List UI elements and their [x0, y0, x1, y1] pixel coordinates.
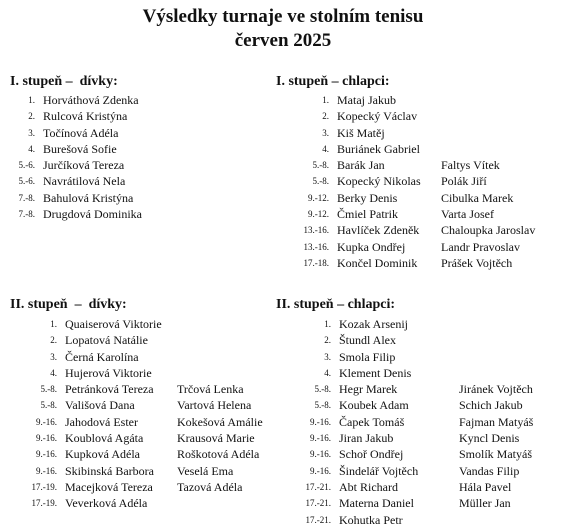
- player-name: Černá Karolína: [65, 349, 139, 364]
- rank-label: 9.-16.: [36, 449, 57, 460]
- rank-label: 2.: [50, 335, 57, 346]
- rank-label: 2.: [322, 111, 329, 122]
- player-name: Prášek Vojtěch: [441, 255, 513, 270]
- player-name: Drugdová Dominika: [43, 207, 142, 222]
- rank-label: 17.-21.: [305, 481, 331, 492]
- player-name: Buriánek Gabriel: [337, 141, 420, 156]
- player-name: Schich Jakub: [459, 398, 523, 413]
- player-name: Faltys Vítek: [441, 158, 500, 173]
- player-name: Kupková Adéla: [65, 447, 140, 462]
- player-name: Horváthová Zdenka: [43, 93, 139, 107]
- player-name: Chaloupka Jaroslav: [441, 223, 536, 238]
- player-name: Landr Pravoslav: [441, 239, 520, 254]
- player-name: Varta Josef: [441, 207, 494, 222]
- rank-label: 17.-18.: [303, 257, 329, 268]
- rank-label: 7.-8.: [18, 209, 35, 220]
- rank-label: 9.-16.: [36, 433, 57, 444]
- player-name: Fajman Matyáš: [459, 414, 534, 429]
- player-name: Jurčíková Tereza: [43, 158, 125, 173]
- rank-label: 4.: [324, 367, 331, 378]
- rank-label: 9.-16.: [36, 465, 57, 476]
- player-name: Končel Dominik: [337, 255, 418, 270]
- player-name: Štundl Alex: [339, 333, 397, 348]
- player-name: Petránková Tereza: [65, 382, 154, 397]
- rank-label: 9.-12.: [308, 192, 329, 203]
- player-name: Berky Denis: [337, 190, 398, 205]
- section-heading-1-girls: I. stupeň – dívky:: [10, 74, 118, 89]
- rank-label: 9.-12.: [308, 209, 329, 220]
- player-name: Polák Jiří: [441, 174, 487, 189]
- player-name: Skibinská Barbora: [65, 463, 154, 478]
- rank-label: 5.-8.: [312, 160, 329, 171]
- player-name: Kozak Arsenij: [339, 317, 408, 331]
- rank-label: 17.-19.: [31, 481, 57, 492]
- player-name: Cibulka Marek: [441, 190, 514, 205]
- player-name: Vališová Dana: [65, 398, 135, 413]
- rank-label: 5.-8.: [40, 384, 57, 395]
- player-name: Vandas Filip: [459, 463, 520, 478]
- player-name: Burešová Sofie: [43, 141, 117, 156]
- player-name: Veverková Adéla: [65, 496, 148, 511]
- rank-label: 4.: [28, 143, 35, 154]
- player-name: Trčová Lenka: [177, 382, 244, 397]
- player-name: Barák Jan: [337, 158, 385, 173]
- player-name: Kyncl Denis: [459, 431, 520, 446]
- rank-label: 5.-6.: [18, 160, 35, 171]
- player-name: Vartová Helena: [177, 398, 252, 413]
- rank-label: 1.: [324, 319, 331, 329]
- rank-label: 5.-8.: [314, 384, 331, 395]
- rank-label: 3.: [322, 127, 329, 138]
- rank-label: 3.: [28, 127, 35, 138]
- player-name: Lopatová Natálie: [65, 333, 148, 348]
- rank-label: 4.: [50, 367, 57, 378]
- rank-label: 1.: [28, 95, 35, 105]
- rank-label: 17.-21.: [305, 514, 331, 525]
- rank-label: 9.-16.: [310, 465, 331, 476]
- player-name: Koubek Adam: [339, 398, 409, 413]
- document-title: Výsledky turnaje ve stolním tenisu: [142, 6, 424, 27]
- section-heading-2-girls: II. stupeň – dívky:: [10, 297, 127, 312]
- player-name: Müller Jan: [459, 496, 511, 511]
- rank-label: 4.: [322, 143, 329, 154]
- player-name: Materna Daniel: [339, 496, 414, 511]
- document-subtitle: červen 2025: [234, 30, 332, 51]
- player-name: Schoř Ondřej: [339, 447, 404, 462]
- player-name: Smola Filip: [339, 349, 396, 364]
- player-name: Kohutka Petr: [339, 512, 403, 527]
- player-name: Koublová Agáta: [65, 431, 144, 446]
- rank-label: 9.-16.: [310, 449, 331, 460]
- player-name: Veselá Ema: [177, 463, 234, 478]
- rank-label: 17.-21.: [305, 498, 331, 509]
- player-name: Jiránek Vojtěch: [459, 382, 533, 397]
- player-name: Hujerová Viktorie: [65, 365, 152, 380]
- player-name: Smolík Matyáš: [459, 447, 533, 462]
- rank-label: 2.: [28, 111, 35, 122]
- player-name: Kiš Matěj: [337, 125, 385, 140]
- player-name: Rulcová Kristýna: [43, 109, 128, 124]
- rank-label: 5.-8.: [40, 400, 57, 411]
- player-name: Abt Richard: [339, 479, 398, 494]
- player-name: Šindelář Vojtěch: [339, 463, 419, 478]
- player-name: Havlíček Zdeněk: [337, 223, 420, 238]
- player-name: Hála Pavel: [459, 479, 512, 494]
- player-name: Kupka Ondřej: [337, 239, 406, 254]
- rank-label: 3.: [324, 351, 331, 362]
- player-name: Quaiserová Viktorie: [65, 317, 162, 331]
- player-name: Čmiel Patrik: [337, 207, 398, 222]
- player-name: Kokešová Amálie: [177, 414, 263, 429]
- rank-label: 5.-8.: [314, 400, 331, 411]
- player-name: Bahulová Kristýna: [43, 190, 134, 205]
- rank-label: 9.-16.: [310, 416, 331, 427]
- player-name: Točínová Adéla: [43, 125, 119, 140]
- rank-label: 1.: [50, 319, 57, 329]
- player-name: Tazová Adéla: [177, 479, 243, 494]
- player-name: Roškotová Adéla: [177, 447, 260, 462]
- section-heading-1-boys: I. stupeň – chlapci:: [276, 74, 390, 89]
- rank-label: 7.-8.: [18, 192, 35, 203]
- rank-label: 1.: [322, 95, 329, 105]
- player-name: Kopecký Nikolas: [337, 174, 421, 189]
- player-name: Mataj Jakub: [337, 93, 396, 107]
- rank-label: 13.-16.: [303, 225, 329, 236]
- player-name: Jiran Jakub: [339, 431, 394, 446]
- player-name: Hegr Marek: [339, 382, 398, 397]
- rank-label: 5.-8.: [312, 176, 329, 187]
- rank-label: 17.-19.: [31, 498, 57, 509]
- rank-label: 3.: [50, 351, 57, 362]
- player-name: Čapek Tomáš: [339, 414, 405, 429]
- rank-label: 5.-6.: [18, 176, 35, 187]
- rank-label: 9.-16.: [310, 433, 331, 444]
- section-heading-2-boys: II. stupeň – chlapci:: [276, 297, 396, 312]
- player-name: Klement Denis: [339, 365, 412, 380]
- player-name: Jahodová Ester: [65, 414, 138, 429]
- player-name: Navrátilová Nela: [43, 174, 126, 189]
- rank-label: 2.: [324, 335, 331, 346]
- rank-label: 13.-16.: [303, 241, 329, 252]
- rank-label: 9.-16.: [36, 416, 57, 427]
- player-name: Krausová Marie: [177, 431, 255, 446]
- player-name: Macejková Tereza: [65, 479, 153, 494]
- player-name: Kopecký Václav: [337, 109, 418, 124]
